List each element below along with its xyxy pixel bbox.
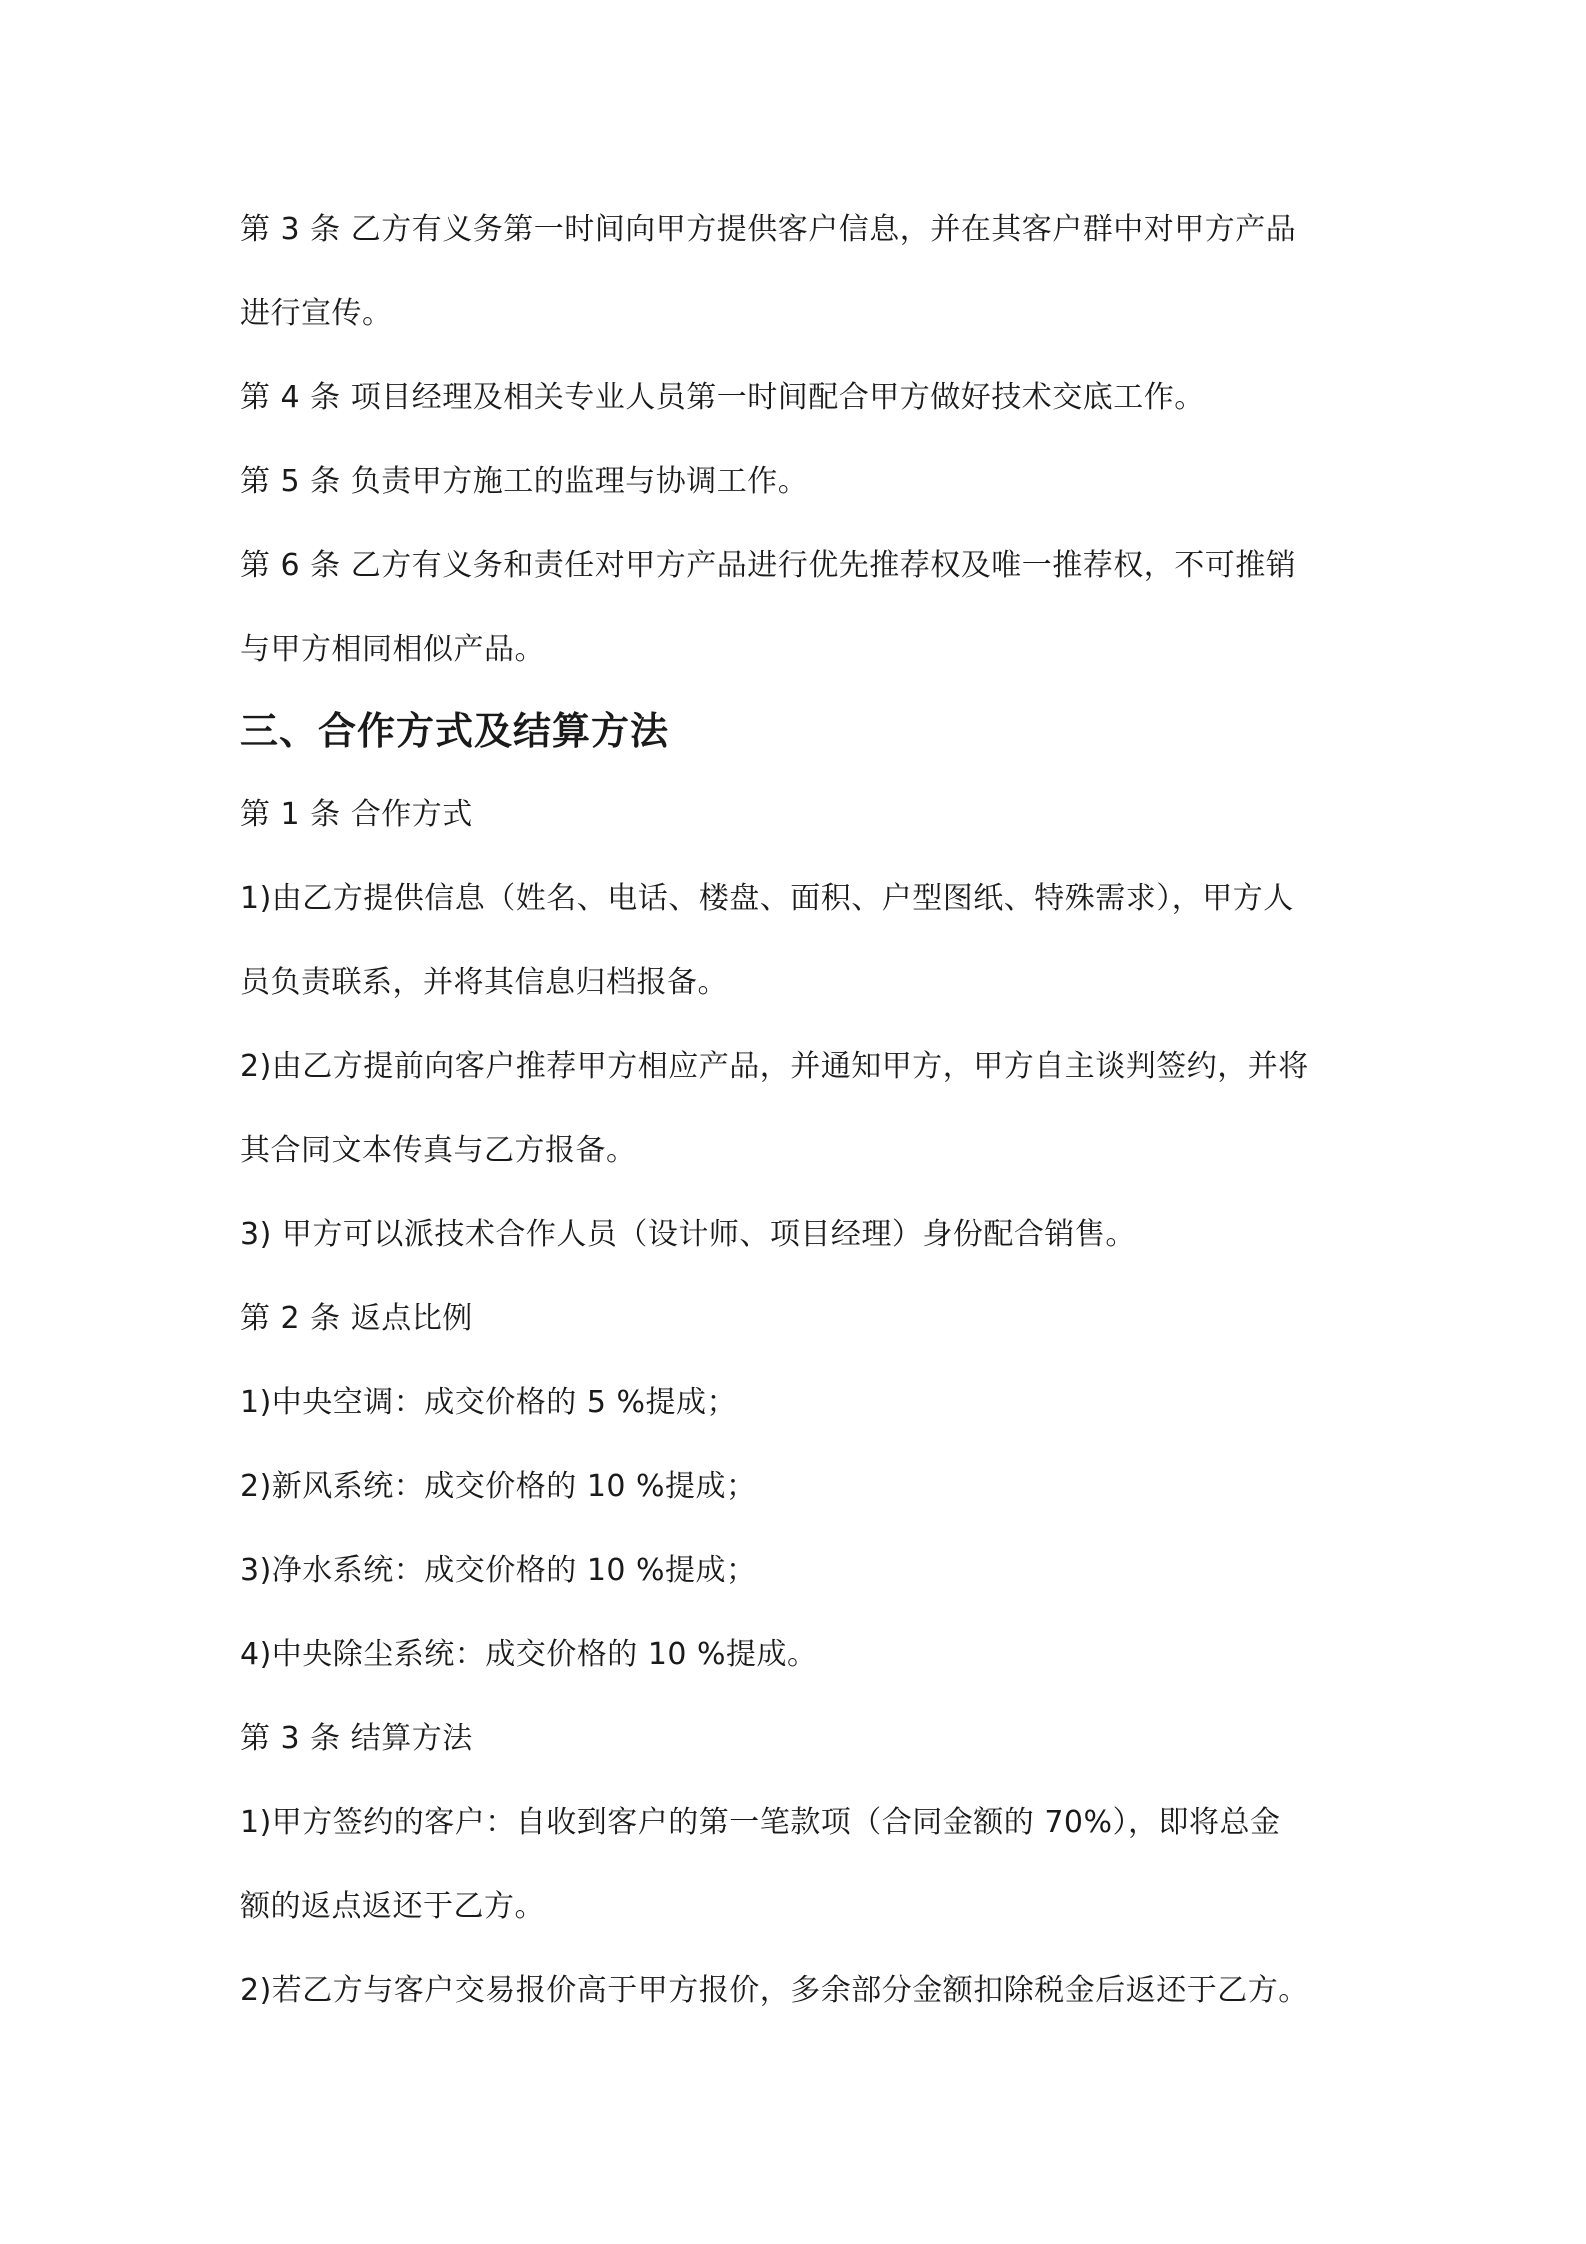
clause-6-line-1: 第 6 条 乙方有义务和责任对甲方产品进行优先推荐权及唯一推荐权，不可推销 [240, 548, 1297, 583]
article-1-item-3: 3) 甲方可以派技术合作人员（设计师、项目经理）身份配合销售。 [240, 1217, 1136, 1252]
article-2-title: 第 2 条 返点比例 [240, 1301, 473, 1336]
article-1-title: 第 1 条 合作方式 [240, 797, 473, 832]
section-heading: 三、合作方式及结算方法 [240, 709, 670, 753]
article-3-item-1-line-1: 1)甲方签约的客户：自收到客户的第一笔款项（合同金额的 70%），即将总金 [240, 1805, 1281, 1840]
article-2-item-4: 4)中央除尘系统：成交价格的 10 %提成。 [240, 1637, 818, 1672]
article-2-item-1: 1)中央空调：成交价格的 5 %提成； [240, 1385, 737, 1420]
clause-4: 第 4 条 项目经理及相关专业人员第一时间配合甲方做好技术交底工作。 [240, 380, 1205, 415]
article-3-item-1-line-2: 额的返点返还于乙方。 [240, 1889, 545, 1924]
article-1-item-2-line-2: 其合同文本传真与乙方报备。 [240, 1133, 637, 1168]
clause-3-line-2: 进行宣传。 [240, 296, 393, 331]
article-3-item-2: 2)若乙方与客户交易报价高于甲方报价，多余部分金额扣除税金后返还于乙方。 [240, 1973, 1309, 2008]
clause-5: 第 5 条 负责甲方施工的监理与协调工作。 [240, 464, 809, 499]
article-1-item-2-line-1: 2)由乙方提前向客户推荐甲方相应产品，并通知甲方，甲方自主谈判签约，并将 [240, 1049, 1309, 1084]
article-2-item-2: 2)新风系统：成交价格的 10 %提成； [240, 1469, 757, 1504]
article-3-title: 第 3 条 结算方法 [240, 1721, 473, 1756]
clause-6-line-2: 与甲方相同相似产品。 [240, 632, 545, 667]
article-1-item-1-line-2: 员负责联系，并将其信息归档报备。 [240, 965, 728, 1000]
article-2-item-3: 3)净水系统：成交价格的 10 %提成； [240, 1553, 757, 1588]
article-1-item-1-line-1: 1)由乙方提供信息（姓名、电话、楼盘、面积、户型图纸、特殊需求），甲方人 [240, 881, 1294, 916]
clause-3-line-1: 第 3 条 乙方有义务第一时间向甲方提供客户信息，并在其客户群中对甲方产品 [240, 212, 1297, 247]
